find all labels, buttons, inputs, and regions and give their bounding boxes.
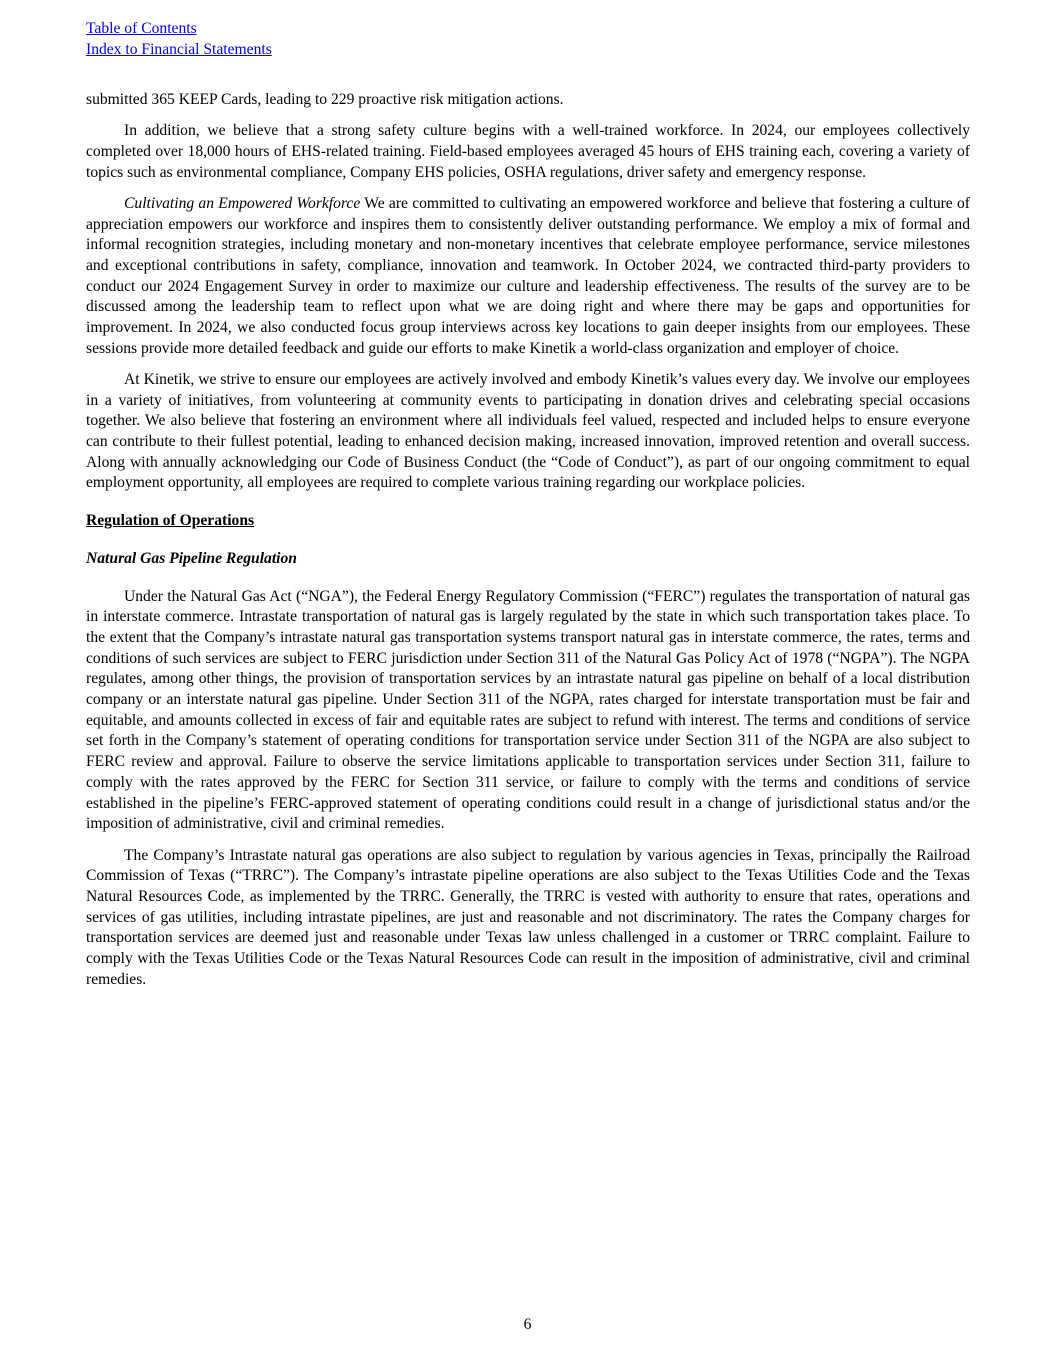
- document-page: [86, 19, 970, 1001]
- paragraph-nga-ferc: Under the Natural Gas Act (“NGA”), the Federal Energy Regulatory Commission (“FERC”) regulates the transportation of natural gas in interstate commerce. Intrastate transportation of natural gas is largely regulated by the state in which such transportation takes place. To the extent that the Company’s intrastate natural gas transportation systems transport natural gas in interstate commerce, the rates, terms and conditions of such services are subject to FERC jurisdiction under Section 311 of the Natural Gas Policy Act of 1978 (“NGPA”). The NGPA regulates, among other things, the provision of transportation services by an intrastate natural gas pipeline on behalf of a local distribution company or an interstate natural gas pipeline. Under Section 311 of the NGPA, rates charged for interstate transportation must be fair and equitable, and amounts collected in excess of fair and equitable rates are subject to refund with interest. The terms and conditions of service set forth in the Company’s statement of operating conditions for transportation service under Section 311 of the NGPA are also subject to FERC review and approval. Failure to observe the service limitations applicable to transportation services under Section 311, failure to comply with the rates approved by the FERC for Section 311 service, or failure to comply with the terms and conditions of service established in the pipeline’s FERC-approved statement of operating conditions could result in a change of jurisdictional status and/or the imposition of administrative, civil and criminal remedies.: [86, 587, 970, 833]
- section-heading-regulation-of-operations: Regulation of Operations: [86, 512, 255, 530]
- paragraph-kinetik-values: At Kinetik, we strive to ensure our employees are actively involved and embody Kinetik’s values every day. We involve our employees in a variety of initiatives, from volunteering at community events to participating in donation drives and celebrating special occasions together. We also believe that fostering an environment where all individuals feel valued, respected and included helps to ensure everyone can contribute to their fullest potential, leading to enhanced decision making, increased innovation, improved retention and overall success. Along with annually acknowledging our Code of Business Conduct (the “Code of Conduct”), as part of our ongoing commitment to equal employment opportunity, all employees are required to complete various training regarding our workplace policies.: [86, 370, 970, 492]
- paragraph-keep-cards: submitted 365 KEEP Cards, leading to 229 proactive risk mitigation actions.: [86, 91, 564, 108]
- paragraph-text: We are committed to cultivating an empowered workforce and believe that fostering a culture of appreciation empowers our workforce and inspires them to consistently deliver outstanding performance. We employ a mix of formal and informal recognition strategies, including monetary and non-monetary incentives that celebrate employee performance, service milestones and exceptional contributions in safety, compliance, innovation and teamwork. In October 2024, we contracted third-party providers to conduct our 2024 Engagement Survey in order to maximize our culture and leadership effectiveness. The results of the survey are to be discussed among the leadership team to reflect upon what we are doing right and where there may be gaps and opportunities for improvement. In 2024, we also conducted focus group interviews across key locations to gain deeper insights from our employees. These sessions provide more detailed feedback and guide our efforts to make Kinetik a world-class organization and employer of choice.: [86, 194, 970, 357]
- paragraph-lead-in: Cultivating an Empowered Workforce: [124, 194, 361, 212]
- navigation-links: [86, 19, 970, 60]
- table-of-contents-link[interactable]: Table of Contents: [86, 20, 197, 37]
- document-body: [86, 90, 970, 990]
- paragraph-empowered-workforce: [86, 194, 970, 360]
- index-to-financial-statements-link[interactable]: Index to Financial Statements: [86, 40, 272, 58]
- paragraph-trrc: The Company’s Intrastate natural gas operations are also subject to regulation by various agencies in Texas, principally the Railroad Commission of Texas (“TRRC”). The Company’s intrastate pipeline operations are also subject to the Texas Utilities Code and the Texas Natural Resources Code, as implemented by the TRRC. Generally, the TRRC is vested with authority to ensure that rates, operations and services of gas utilities, including intrastate pipelines, are just and reasonable and not discriminatory. The rates the Company charges for transportation services are deemed just and reasonable under Texas law unless challenged in a customer or TRRC complaint. Failure to comply with the Texas Utilities Code or the Texas Natural Resources Code can result in the imposition of administrative, civil and criminal remedies.: [86, 846, 970, 988]
- sub-heading-natural-gas-pipeline-regulation: Natural Gas Pipeline Regulation: [86, 549, 297, 567]
- paragraph-ehs-training: In addition, we believe that a strong safety culture begins with a well-trained workforce. In 2024, our employees collectively completed over 18,000 hours of EHS-related training. Field-based employees averaged 45 hours of EHS training each, covering a variety of topics such as environmental compliance, Company EHS policies, OSHA regulations, driver safety and emergency response.: [86, 122, 970, 181]
- page-number: 6: [523, 1316, 532, 1333]
